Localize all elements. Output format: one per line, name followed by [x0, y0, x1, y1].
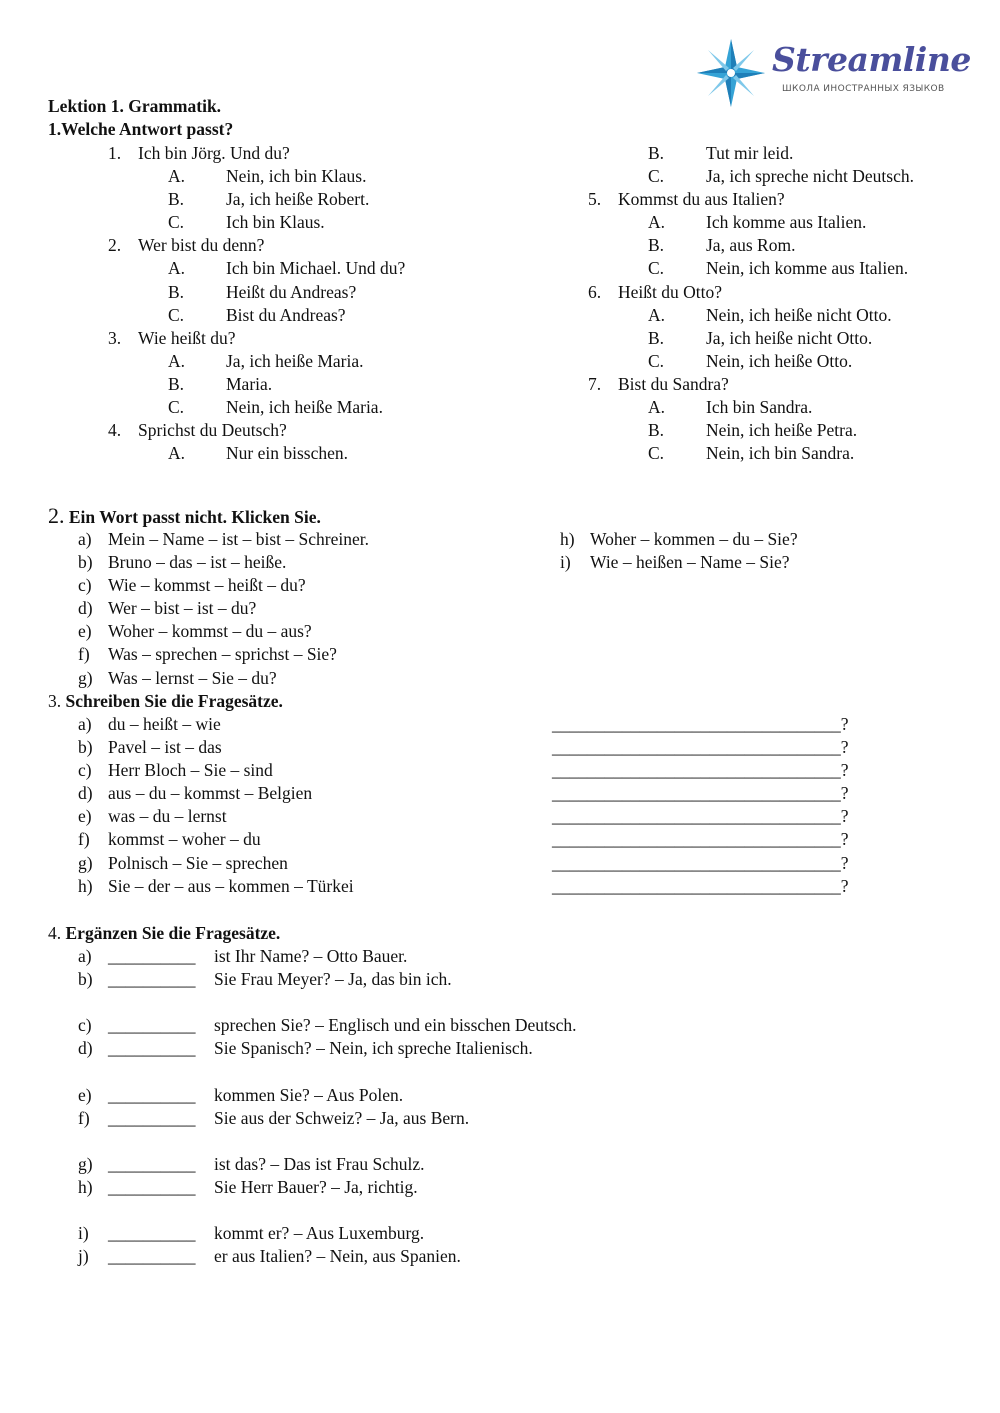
word-sequence: was – du – lernst — [108, 806, 227, 827]
question-line — [108, 142, 528, 165]
fill-item — [78, 1153, 958, 1176]
question-item — [78, 828, 958, 851]
item-label: d) — [78, 598, 93, 619]
option-letter: A. — [168, 443, 186, 464]
item-label: e) — [78, 1084, 92, 1105]
question-number: 4. — [108, 420, 122, 441]
answer-option[interactable] — [588, 211, 988, 234]
option-letter: B. — [168, 373, 185, 394]
option-text: Nein, ich komme aus Italien. — [706, 258, 909, 279]
question-text: Bist du Sandra? — [618, 373, 729, 394]
item-label: i) — [78, 1223, 89, 1244]
fill-blank[interactable]: __________ — [108, 1084, 196, 1105]
option-text: Nur ein bisschen. — [226, 443, 348, 464]
item-label: c) — [78, 1015, 92, 1036]
task2-title: Ein Wort passt nicht. Klicken Sie. — [68, 507, 321, 527]
word-sequence[interactable]: Bruno – das – ist – heiße. — [108, 552, 287, 573]
item-label: a) — [78, 714, 92, 734]
question-number: 7. — [588, 373, 602, 394]
sentence-text: kommt er? – Aus Luxemburg. — [214, 1223, 425, 1244]
task3-heading — [48, 690, 283, 713]
spacer — [78, 1199, 958, 1222]
lesson-title: Lektion 1. Grammatik. — [48, 96, 222, 116]
option-text: Ja, ich heiße Robert. — [226, 189, 370, 210]
answer-option[interactable] — [108, 442, 528, 465]
task2-heading — [48, 502, 321, 531]
item-label: d) — [78, 783, 93, 804]
question-item — [78, 875, 958, 898]
option-letter: A. — [168, 258, 186, 279]
task1-right-column — [588, 142, 988, 465]
option-text: Ich bin Klaus. — [226, 212, 325, 233]
option-text: Heißt du Andreas? — [226, 281, 357, 302]
word-sequence: kommst – woher – du — [108, 829, 261, 850]
item-label: j) — [78, 1246, 89, 1267]
word-item[interactable] — [78, 528, 538, 551]
answer-option[interactable] — [108, 350, 528, 373]
sentence-text: er aus Italien? – Nein, aus Spanien. — [214, 1246, 461, 1267]
option-text: Nein, ich heiße Petra. — [706, 420, 858, 441]
question-text: Heißt du Otto? — [618, 281, 723, 302]
question-line — [108, 419, 528, 442]
word-sequence[interactable]: Mein – Name – ist – bist – Schreiner. — [108, 529, 370, 549]
logo-name: Streamline — [772, 40, 971, 79]
item-label: g) — [78, 667, 93, 688]
fill-blank[interactable]: __________ — [108, 1246, 196, 1267]
word-sequence: Pavel – ist – das — [108, 737, 222, 758]
answer-option[interactable] — [108, 281, 528, 304]
task4-heading — [48, 922, 280, 945]
option-text: Ja, ich heiße nicht Otto. — [706, 327, 873, 348]
fill-item — [78, 1245, 958, 1268]
item-label: f) — [78, 829, 90, 850]
item-label: h) — [78, 875, 93, 896]
word-sequence[interactable]: Was – lernst – Sie – du? — [108, 667, 277, 688]
fill-blank[interactable]: __________ — [108, 1176, 196, 1197]
option-text: Maria. — [226, 373, 273, 394]
question-line — [108, 234, 528, 257]
fill-blank[interactable]: __________ — [108, 1153, 196, 1174]
fill-item — [78, 1222, 958, 1245]
answer-blank[interactable]: _________________________________? — [552, 829, 849, 850]
option-text: Ich komme aus Italien. — [706, 212, 867, 233]
option-text: Ja, ich heiße Maria. — [226, 350, 364, 371]
spacer — [78, 991, 958, 1014]
answer-blank[interactable]: _________________________________? — [552, 714, 849, 734]
answer-blank[interactable]: _________________________________? — [552, 875, 849, 896]
option-letter: A. — [168, 350, 186, 371]
question-line — [588, 188, 988, 211]
answer-option[interactable] — [588, 419, 988, 442]
sentence-text: Sie Spanisch? – Nein, ich spreche Italienisch. — [214, 1038, 533, 1059]
option-text: Tut mir leid. — [706, 143, 794, 163]
answer-blank[interactable]: _________________________________? — [552, 737, 849, 758]
option-text: Nein, ich bin Sandra. — [706, 443, 855, 464]
option-letter: B. — [168, 189, 185, 210]
fill-item — [78, 968, 958, 991]
question-line — [588, 373, 988, 396]
option-letter: C. — [168, 397, 185, 418]
question-text: Wie heißt du? — [138, 327, 236, 348]
word-item[interactable] — [78, 551, 538, 574]
item-label: c) — [78, 760, 92, 781]
option-letter: A. — [168, 166, 186, 187]
sentence-text: Sie aus der Schweiz? – Ja, aus Bern. — [214, 1107, 470, 1128]
answer-option[interactable] — [588, 327, 988, 350]
item-label: f) — [78, 644, 90, 665]
word-sequence: Sie – der – aus – kommen – Türkei — [108, 875, 354, 896]
fill-blank[interactable]: __________ — [108, 1015, 196, 1036]
answer-option[interactable] — [588, 350, 988, 373]
question-text: Sprichst du Deutsch? — [138, 420, 287, 441]
question-text: Kommst du aus Italien? — [618, 189, 785, 210]
word-sequence[interactable]: Wie – heißen – Name – Sie? — [590, 552, 790, 573]
question-item — [78, 782, 958, 805]
item-label: g) — [78, 1153, 93, 1174]
answer-option[interactable] — [108, 257, 528, 280]
answer-option[interactable] — [588, 257, 988, 280]
question-number: 2. — [108, 235, 122, 256]
answer-blank[interactable]: _________________________________? — [552, 783, 849, 804]
item-label: a) — [78, 946, 92, 966]
option-letter: C. — [168, 212, 185, 233]
fill-item — [78, 1014, 958, 1037]
logo-subtitle: ШКОЛА ИНОСТРАННЫХ ЯЗЫКОВ — [782, 84, 945, 94]
answer-option[interactable] — [108, 211, 528, 234]
question-line — [588, 281, 988, 304]
word-sequence: aus – du – kommst – Belgien — [108, 783, 313, 804]
word-sequence[interactable]: Woher – kommen – du – Sie? — [590, 529, 798, 549]
fill-blank[interactable]: __________ — [108, 1107, 196, 1128]
fill-item — [78, 1107, 958, 1130]
word-item[interactable] — [78, 574, 538, 597]
option-text: Nein, ich bin Klaus. — [226, 166, 367, 187]
answer-option[interactable] — [588, 234, 988, 257]
task2-list-left — [78, 528, 538, 690]
answer-blank[interactable]: _________________________________? — [552, 760, 849, 781]
answer-option[interactable] — [588, 396, 988, 419]
task2-list-right — [560, 528, 960, 574]
item-label: i) — [560, 552, 571, 573]
option-letter: B. — [648, 143, 665, 163]
word-sequence[interactable]: Wie – kommst – heißt – du? — [108, 575, 306, 596]
option-letter: C. — [168, 304, 185, 325]
option-letter: C. — [648, 350, 665, 371]
sentence-text: sprechen Sie? – Englisch und ein bisschen Deutsch. — [214, 1015, 577, 1036]
fill-blank[interactable]: __________ — [108, 1223, 196, 1244]
task2-number: 2. — [48, 503, 65, 528]
task3-list — [78, 713, 958, 898]
task3-title: Schreiben Sie die Fragesätze. — [65, 691, 283, 711]
streamline-logo — [696, 38, 971, 108]
question-item — [78, 736, 958, 759]
question-item — [78, 852, 958, 875]
question-item — [78, 805, 958, 828]
task4-title: Ergänzen Sie die Fragesätze. — [65, 923, 281, 943]
spacer — [78, 1060, 958, 1083]
option-letter: B. — [648, 235, 665, 256]
word-item[interactable] — [560, 551, 960, 574]
word-item[interactable] — [78, 597, 538, 620]
fill-blank[interactable]: __________ — [108, 1038, 196, 1059]
answer-option[interactable] — [108, 396, 528, 419]
item-label: b) — [78, 737, 93, 758]
item-label: c) — [78, 575, 92, 596]
option-text: Bist du Andreas? — [226, 304, 346, 325]
option-letter: A. — [648, 304, 666, 325]
answer-option[interactable] — [588, 142, 988, 165]
item-label: d) — [78, 1038, 93, 1059]
word-item[interactable] — [78, 667, 538, 690]
option-letter: C. — [648, 258, 665, 279]
fill-item — [78, 945, 958, 968]
fill-item — [78, 1037, 958, 1060]
fill-blank[interactable]: __________ — [108, 946, 196, 966]
sentence-text: kommen Sie? – Aus Polen. — [214, 1084, 404, 1105]
word-sequence[interactable]: Woher – kommst – du – aus? — [108, 621, 312, 642]
question-text: Wer bist du denn? — [138, 235, 265, 256]
answer-option[interactable] — [108, 373, 528, 396]
fill-item — [78, 1176, 958, 1199]
question-number: 3. — [108, 327, 122, 348]
question-text: Ich bin Jörg. Und du? — [138, 143, 290, 163]
option-letter: B. — [648, 420, 665, 441]
answer-blank[interactable]: _________________________________? — [552, 852, 849, 873]
sentence-text: Sie Frau Meyer? – Ja, das bin ich. — [214, 969, 452, 990]
item-label: a) — [78, 529, 92, 549]
option-letter: A. — [648, 212, 666, 233]
option-text: Nein, ich heiße Maria. — [226, 397, 383, 418]
sentence-text: ist Ihr Name? – Otto Bauer. — [214, 946, 408, 966]
word-sequence: du – heißt – wie — [108, 714, 221, 734]
spacer — [78, 1130, 958, 1153]
question-item — [78, 713, 958, 736]
item-label: e) — [78, 806, 92, 827]
option-letter: C. — [648, 166, 665, 187]
option-letter: A. — [648, 397, 666, 418]
answer-option[interactable] — [108, 188, 528, 211]
answer-option[interactable] — [108, 304, 528, 327]
task4-list — [78, 945, 958, 1268]
word-item[interactable] — [78, 643, 538, 666]
answer-option[interactable] — [588, 304, 988, 327]
answer-blank[interactable]: _________________________________? — [552, 806, 849, 827]
option-text: Nein, ich heiße Otto. — [706, 350, 853, 371]
question-number: 1. — [108, 143, 122, 163]
answer-option[interactable] — [588, 442, 988, 465]
sentence-text: Sie Herr Bauer? – Ja, richtig. — [214, 1176, 418, 1197]
task1-title: 1.Welche Antwort passt? — [48, 119, 234, 139]
answer-option[interactable] — [588, 165, 988, 188]
task1-left-column — [108, 142, 528, 465]
question-number: 5. — [588, 189, 602, 210]
question-line — [108, 327, 528, 350]
fill-item — [78, 1084, 958, 1107]
word-item[interactable] — [78, 620, 538, 643]
item-label: g) — [78, 852, 93, 873]
word-sequence[interactable]: Wer – bist – ist – du? — [108, 598, 257, 619]
option-letter: C. — [648, 443, 665, 464]
option-text: Ich bin Michael. Und du? — [226, 258, 406, 279]
option-text: Ja, aus Rom. — [706, 235, 796, 256]
question-number: 6. — [588, 281, 602, 302]
item-label: b) — [78, 969, 93, 990]
task3-number: 3. — [48, 691, 62, 711]
task4-number: 4. — [48, 923, 62, 943]
sentence-text: ist das? – Das ist Frau Schulz. — [214, 1153, 425, 1174]
option-text: Ja, ich spreche nicht Deutsch. — [706, 166, 914, 187]
option-letter: B. — [168, 281, 185, 302]
word-sequence: Herr Bloch – Sie – sind — [108, 760, 273, 781]
word-sequence: Polnisch – Sie – sprechen — [108, 852, 288, 873]
fill-blank[interactable]: __________ — [108, 969, 196, 990]
option-letter: B. — [648, 327, 665, 348]
question-item — [78, 759, 958, 782]
item-label: h) — [78, 1176, 93, 1197]
item-label: e) — [78, 621, 92, 642]
option-text: Nein, ich heiße nicht Otto. — [706, 304, 892, 325]
word-item[interactable] — [560, 528, 960, 551]
star-logo-icon — [696, 38, 766, 108]
word-sequence[interactable]: Was – sprechen – sprichst – Sie? — [108, 644, 337, 665]
item-label: f) — [78, 1107, 90, 1128]
option-text: Ich bin Sandra. — [706, 397, 813, 418]
item-label: b) — [78, 552, 93, 573]
answer-option[interactable] — [108, 165, 528, 188]
item-label: h) — [560, 529, 575, 549]
